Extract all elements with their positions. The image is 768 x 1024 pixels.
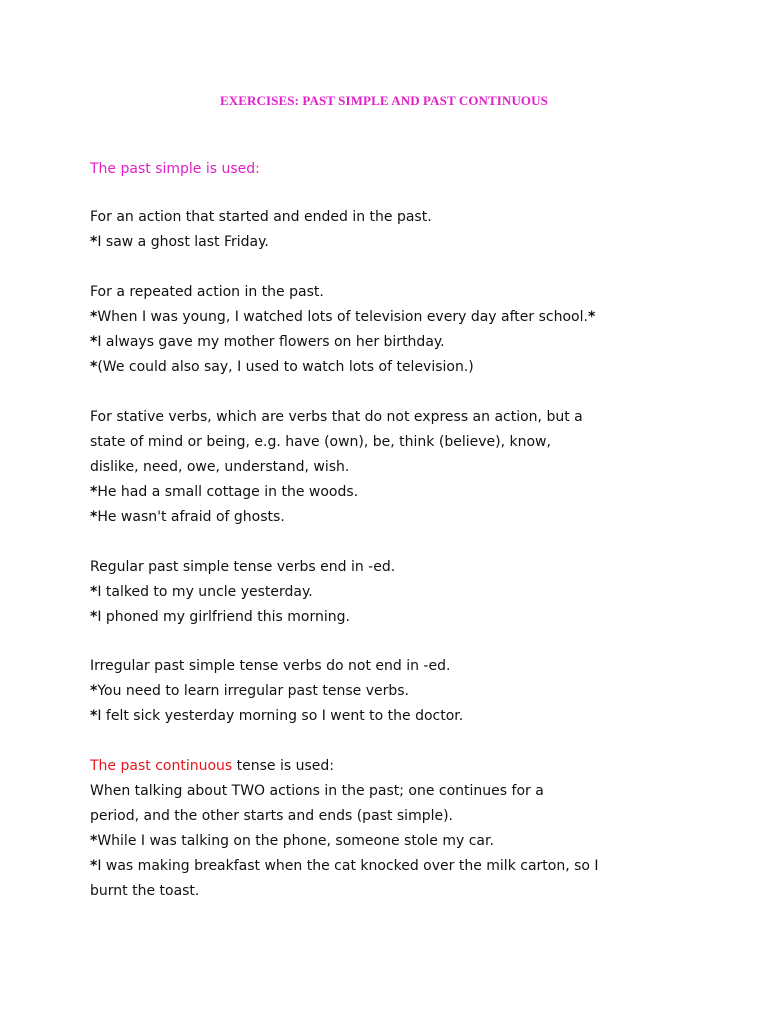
bullet-star: * xyxy=(90,484,98,500)
section-heading-past-simple: The past simple is used: xyxy=(90,161,260,177)
example-text: While I was talking on the phone, someone stole my car. xyxy=(97,833,494,849)
text-line: burnt the toast. xyxy=(90,883,200,899)
text-line: For a repeated action in the past. xyxy=(90,284,324,300)
bullet-star: * xyxy=(90,359,98,375)
example-line xyxy=(90,831,730,851)
example-text: I saw a ghost last Friday. xyxy=(97,234,269,250)
section-heading-past-continuous xyxy=(90,756,730,776)
example-text: You need to learn irregular past tense verbs. xyxy=(97,683,409,699)
example-line xyxy=(90,507,730,527)
example-line xyxy=(90,482,730,502)
example-line xyxy=(90,307,730,327)
bullet-star: * xyxy=(90,609,98,625)
example-line xyxy=(90,332,730,352)
bullet-star: * xyxy=(90,858,98,874)
example-text: I was making breakfast when the cat knocked over the milk carton, so I xyxy=(97,858,599,874)
example-text: (We could also say, I used to watch lots of television.) xyxy=(97,359,474,375)
bullet-star: * xyxy=(90,309,98,325)
example-text: He had a small cottage in the woods. xyxy=(97,484,359,500)
bullet-star: * xyxy=(90,708,98,724)
bullet-star: * xyxy=(90,234,98,250)
text-line: When talking about TWO actions in the past; one continues for a xyxy=(90,783,544,799)
text-line: state of mind or being, e.g. have (own), be, think (believe), know, xyxy=(90,434,551,450)
example-line xyxy=(90,582,730,602)
example-line xyxy=(90,607,730,627)
text-line: For an action that started and ended in the past. xyxy=(90,209,432,225)
bullet-star: * xyxy=(587,309,596,325)
example-text: I always gave my mother flowers on her birthday. xyxy=(97,334,445,350)
bullet-star: * xyxy=(90,509,98,525)
example-text: I talked to my uncle yesterday. xyxy=(97,584,313,600)
example-line xyxy=(90,706,730,726)
example-text: I felt sick yesterday morning so I went to the doctor. xyxy=(97,708,464,724)
text-line: Regular past simple tense verbs end in -ed. xyxy=(90,559,396,575)
example-line xyxy=(90,856,730,876)
bullet-star: * xyxy=(90,334,98,350)
bullet-star: * xyxy=(90,833,98,849)
heading-rest: tense is used: xyxy=(232,758,334,774)
bullet-star: * xyxy=(90,584,98,600)
example-text: He wasn't afraid of ghosts. xyxy=(97,509,285,525)
text-line: Irregular past simple tense verbs do not end in -ed. xyxy=(90,658,451,674)
example-text: I phoned my girlfriend this morning. xyxy=(97,609,350,625)
example-line xyxy=(90,357,730,377)
bullet-star: * xyxy=(90,683,98,699)
example-line xyxy=(90,232,730,252)
highlighted-term: The past continuous xyxy=(90,758,233,774)
example-text: When I was young, I watched lots of television every day after school. xyxy=(97,309,588,325)
text-line: dislike, need, owe, understand, wish. xyxy=(90,459,350,475)
document-title: EXERCISES: PAST SIMPLE AND PAST CONTINUOUS xyxy=(220,93,548,108)
example-line xyxy=(90,681,730,701)
text-line: For stative verbs, which are verbs that do not express an action, but a xyxy=(90,409,583,425)
text-line: period, and the other starts and ends (past simple). xyxy=(90,808,454,824)
